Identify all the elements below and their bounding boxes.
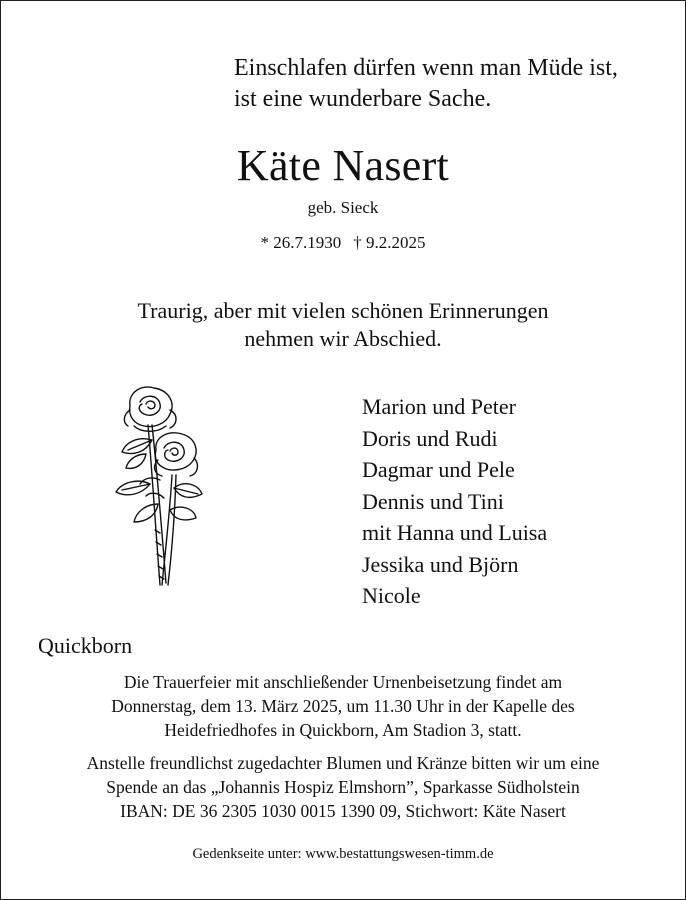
family-member: Jessika und Björn: [362, 551, 519, 577]
family-member: Nicole: [362, 583, 421, 608]
family-member: Dagmar und Pele: [362, 457, 515, 482]
death-date: † 9.2.2025: [353, 233, 426, 252]
life-dates: [0, 233, 686, 253]
donation-info: [0, 751, 686, 823]
verse-line-2: ist eine wunderbare Sache.: [234, 86, 492, 112]
donation-line-1: Anstelle freundlichst zugedachter Blumen und Kränze bitten wir um eine: [86, 753, 600, 773]
family-member: mit Hanna und Luisa: [362, 520, 548, 545]
farewell-line-1: Traurig, aber mit vielen schönen Erinnerungen: [137, 298, 549, 323]
family-member: Marion und Peter: [362, 394, 516, 419]
donation-line-2: Spende an das „Johannis Hospiz Elmshorn”, Sparkasse Südholstein: [106, 777, 580, 797]
memorial-page-link: Gedenkseite unter: www.bestattungswesen-timm.de: [192, 846, 494, 862]
verse-line-1: Einschlafen dürfen wenn man Müde ist,: [234, 55, 618, 81]
family-member: Dennis und Tini: [362, 488, 504, 514]
donation-line-3: IBAN: DE 36 2305 1030 0015 1390 09, Stichwort: Käte Nasert: [120, 801, 566, 821]
family-list: [362, 391, 547, 612]
birth-date: * 26.7.1930: [260, 233, 342, 252]
rose-illustration-icon: [100, 380, 210, 590]
maiden-name: geb. Sieck: [307, 198, 379, 217]
farewell-text: [0, 297, 686, 353]
verse: [234, 53, 618, 115]
family-member: Doris und Rudi: [362, 425, 498, 451]
ceremony-line-1: Die Trauerfeier mit anschließender Urnenbeisetzung findet am: [123, 672, 563, 692]
deceased-name: Käte Nasert: [236, 141, 450, 190]
ceremony-info: [0, 670, 686, 742]
place: Quickborn: [38, 633, 133, 658]
farewell-line-2: nehmen wir Abschied.: [244, 326, 442, 351]
ceremony-line-2: Donnerstag, dem 13. März 2025, um 11.30 Uhr in der Kapelle des: [111, 696, 575, 716]
ceremony-line-3: Heidefriedhofes in Quickborn, Am Stadion 3, statt.: [164, 720, 522, 740]
